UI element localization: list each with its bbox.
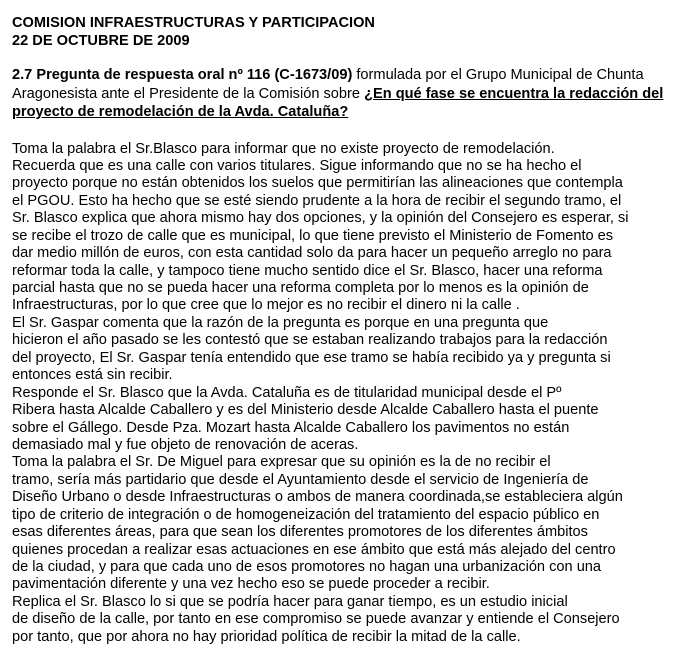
body-line: pavimentación diferente y una vez hecho eso se puede proceder a recibir. [12,576,490,593]
question-number: 2.7 Pregunta de respuesta oral nº 116 (C-1673/09) [12,67,353,83]
body-line: Diseño Urbano o desde Infraestructuras o ambos de manera coordinada,se estableciera algún [12,489,623,506]
question-paragraph [12,66,676,122]
body-line: de la ciudad, y para que cada uno de esos promotores no hagan una urbanización con una [12,559,602,575]
question-subject: ¿En qué fase se encuentra la redacción del proyecto de remodelación de la Avda. Cataluña? [12,85,664,120]
body-line: se recibe el trozo de calle que es municipal, lo que tiene previsto el Ministerio de Fomento es [12,227,614,244]
document-page [12,14,676,646]
body-line: proyecto porque no están obtenidos los suelos que permitirían las alineaciones que contempla [12,175,623,192]
body-line: Sr. Blasco explica que ahora mismo hay dos opciones, y la opinión del Consejero es esperar, si [12,210,629,227]
body-line: parcial hasta que no se pueda hacer una reforma completa por lo menos es la opinión de [12,280,589,296]
body-line: El Sr. Gaspar comenta que la razón de la pregunta es porque en una pregunta que [12,314,549,331]
body-line: de diseño de la calle, por tanto en ese compromiso se puede avanzar y entiende el Consejero [12,611,620,628]
body-line: entonces está sin recibir. [12,367,173,384]
body-line: esas diferentes áreas, para que sean los diferentes promotores de los diferentes ámbitos [12,524,588,541]
body-line: dar medio millón de euros, con esta cantidad solo da para hacer un pequeño arreglo no para [12,245,612,262]
body-line: tipo de criterio de integración o de homogeneización del tratamiento del espacio público en [12,506,600,523]
body-line: tramo, sería más partidario que desde el Ayuntamiento desde el servicio de Ingeniería de [12,471,589,488]
question-intro: formulada por el Grupo Municipal de Chunta Aragonesista ante el Presidente de la Comisión sobre [12,67,644,102]
body-line: el PGOU. Esto ha hecho que se esté siendo prudente a la hora de recibir el segundo tramo, el [12,192,622,209]
body-line: Infraestructuras, por lo que cree que lo mejor es no recibir el dinero ni la calle . [12,297,520,314]
body-line: sobre el Gállego. Desde Pza. Mozart hasta Alcalde Caballero los pavimentos no están [12,419,570,436]
body-line: Toma la palabra el Sr. De Miguel para expresar que su opinión es la de no recibir el [12,454,551,471]
minutes-body [12,141,676,647]
body-line: Recuerda que es una calle con varios titulares. Sigue informando que no se ha hecho el [12,157,582,174]
body-line: por tanto, que por ahora no hay prioridad política de recibir la mitad de la calle. [12,628,521,645]
body-line: hicieron el año pasado se les contestó que se estaban realizando trabajos para la redacción [12,332,608,349]
body-line: quienes procedan a realizar esas actuaciones en ese ámbito que está más alejado del centro [12,541,616,558]
body-line: Responde el Sr. Blasco que la Avda. Cataluña es de titularidad municipal desde el Pº [12,384,562,401]
body-line: del proyecto, El Sr. Gaspar tenía entendido que ese tramo se había recibido ya y pregunta si [12,349,611,366]
body-line: Toma la palabra el Sr.Blasco para informar que no existe proyecto de remodelación. [12,140,555,157]
document-date: 22 DE OCTUBRE DE 2009 [12,33,190,49]
document-title: COMISION INFRAESTRUCTURAS Y PARTICIPACION [12,15,375,31]
body-line: Replica el Sr. Blasco lo si que se podría hacer para ganar tiempo, es un estudio inicial [12,593,568,610]
body-line: reformar toda la calle, y tampoco tiene mucho sentido dice el Sr. Blasco, hacer una reforma [12,262,603,279]
body-line: Ribera hasta Alcalde Caballero y es del Ministerio desde Alcalde Caballero hasta el puente [12,402,599,419]
body-line: demasiado mal y fue objeto de renovación de aceras. [12,436,359,453]
